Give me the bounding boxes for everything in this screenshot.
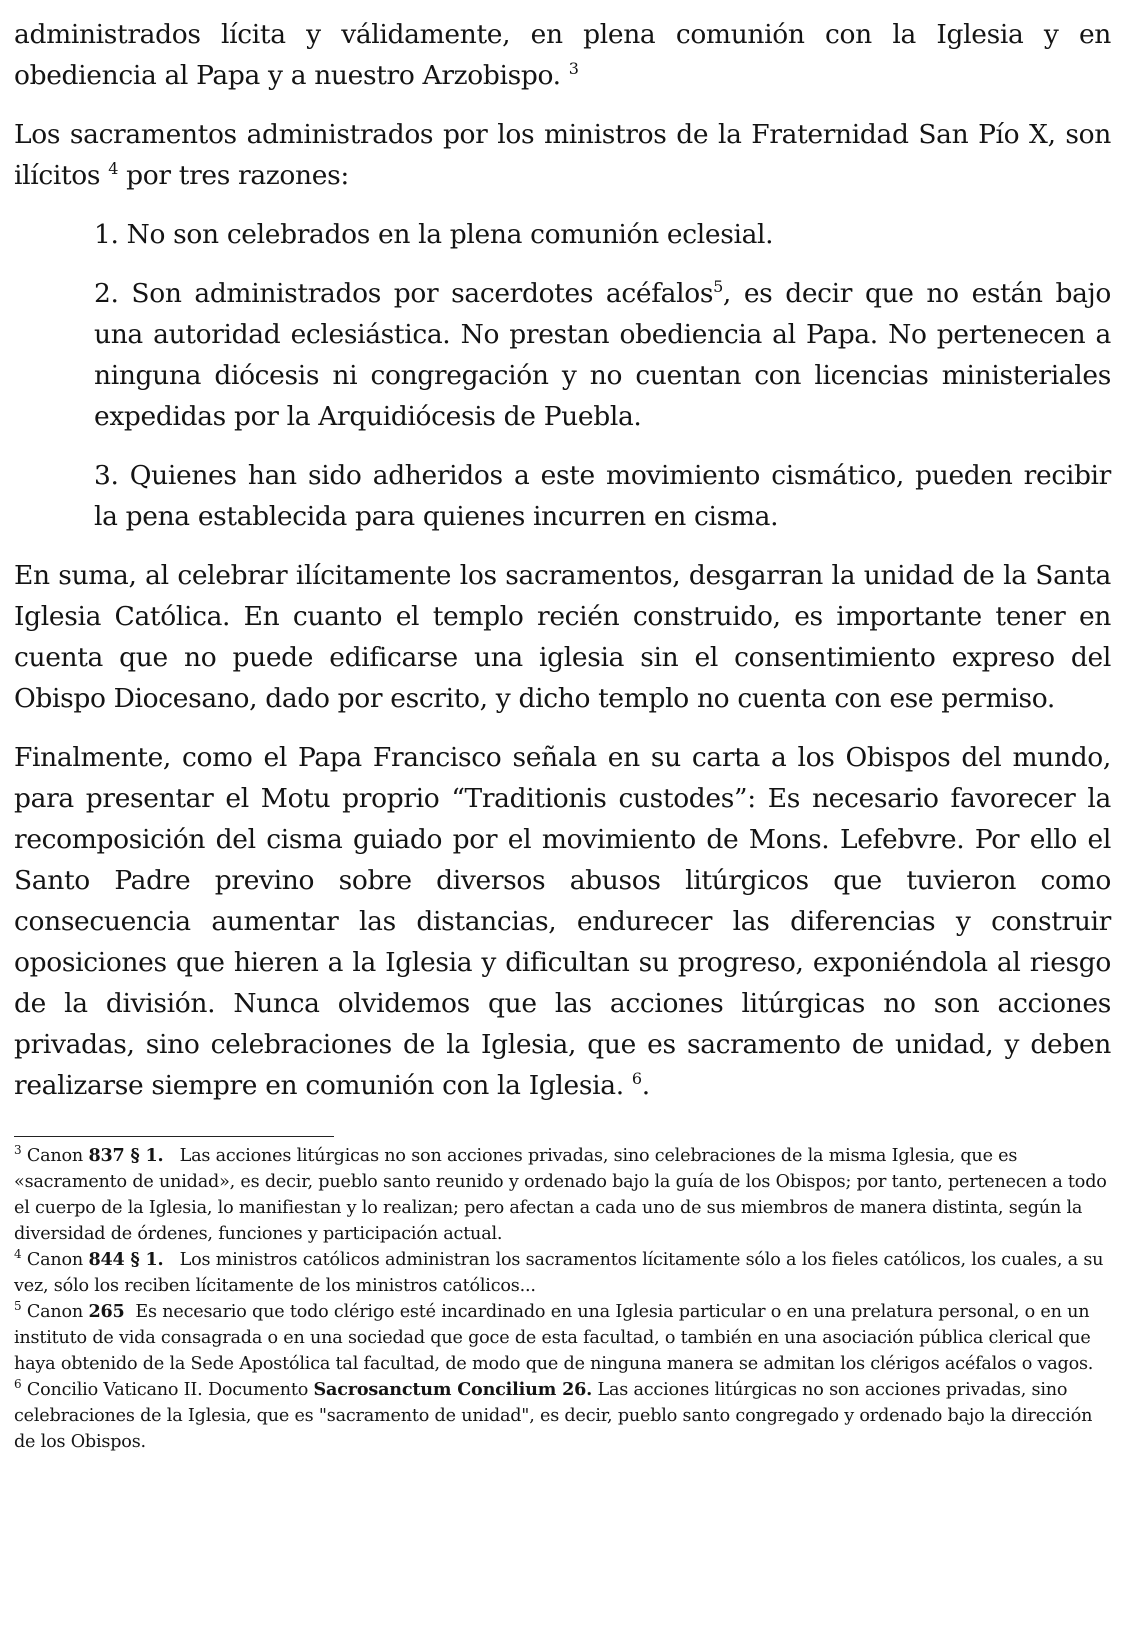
footnote-prefix: Canon (26, 1250, 84, 1270)
footnote-number: 3 (14, 1143, 22, 1158)
footnote-text: Las acciones litúrgicas no son acciones privadas, sino celebraciones de la Iglesia, que es "sacramento de unidad", es decir, pueblo santo congregado y ordenado bajo la dirección de los Obispos. (14, 1380, 1093, 1452)
paragraph-2 (14, 114, 1111, 196)
list-item-2-text-a: 2. Son administrados por sacerdotes acéfalos (94, 278, 714, 309)
footnote-prefix: Canon (26, 1146, 84, 1166)
footnote-3 (14, 1143, 1111, 1247)
paragraph-4 (14, 737, 1111, 1106)
footnote-divider (14, 1136, 334, 1137)
footnote-ref-4[interactable]: 4 (108, 159, 119, 179)
footnote-text: Las acciones litúrgicas no son acciones privadas, sino celebraciones de la misma Iglesia, que es «sacramento de unidad», es decir, pueblo santo reunido y ordenado bajo la guía de los Obispos; por tanto, pertenecen a todo el cuerpo de la Iglesia, lo manifiestan y lo realizan; pero afectan a cada uno de sus miembros de manera distinta, según la diversidad de órdenes, funciones y participación actual. (14, 1146, 1107, 1244)
footnote-prefix: Canon (26, 1302, 84, 1322)
footnote-number: 4 (14, 1247, 22, 1262)
list-item-2 (94, 273, 1111, 437)
paragraph-3: En suma, al celebrar ilícitamente los sacramentos, desgarran la unidad de la Santa Iglesia Católica. En cuanto el templo recién construido, es importante tener en cuenta que no puede edificarse una iglesia sin el consentimiento expreso del Obispo Diocesano, dado por escrito, y dicho templo no cuenta con ese permiso. (14, 560, 1111, 714)
footnote-ref-6[interactable]: 6 (631, 1069, 642, 1089)
list-item-2-text-b: , es decir que no están bajo una autoridad eclesiástica. No prestan obediencia al Papa. No pertenecen a ninguna diócesis ni congregación y no cuentan con licencias ministeriales expedidas por la Arquidiócesis de Puebla. (94, 278, 1111, 432)
footnote-reference: 265 (88, 1301, 125, 1322)
footnote-text: Los ministros católicos administran los sacramentos lícitamente sólo a los fieles católicos, los cuales, a su vez, sólo los reciben lícitamente de los ministros católicos... (14, 1250, 1104, 1296)
footnote-ref-5[interactable]: 5 (713, 277, 723, 297)
footnotes (14, 1143, 1111, 1455)
footnote-text: Es necesario que todo clérigo esté incardinado en una Iglesia particular o en una prelatura personal, o en un instituto de vida consagrada o en una sociedad que goce de esta facultad, o también en una asociación pública clerical que haya obtenido de la Sede Apostólica tal facultad, de modo que de ninguna manera se admitan los clérigos acéfalos o vagos. (14, 1302, 1094, 1374)
footnote-number: 5 (14, 1299, 22, 1314)
list-item-3: 3. Quienes han sido adheridos a este movimiento cismático, pueden recibir la pena establecida para quienes incurren en cisma. (94, 460, 1111, 532)
paragraph-4-end: . (641, 1070, 650, 1101)
footnote-reference: 837 § 1. (88, 1145, 164, 1166)
footnote-number: 6 (14, 1377, 22, 1392)
footnote-prefix: Concilio Vaticano II. Documento (26, 1380, 309, 1400)
footnote-ref-3[interactable]: 3 (568, 59, 579, 79)
footnote-5 (14, 1299, 1111, 1377)
paragraph-4-text: Finalmente, como el Papa Francisco señala en su carta a los Obispos del mundo, para presentar el Motu proprio “Traditionis custodes”: Es necesario favorecer la recomposición del cisma guiado por el movimiento de Mons. Lefebvre. Por ello el Santo Padre previno sobre diversos abusos litúrgicos que tuvieron como consecuencia aumentar las distancias, endurecer las diferencias y construir oposiciones que hieren a la Iglesia y dificultan su progreso, exponiéndola al riesgo de la división. Nunca olvidemos que las acciones litúrgicas no son acciones privadas, sino celebraciones de la Iglesia, que es sacramento de unidad, y deben realizarse siempre en comunión con la Iglesia. (14, 742, 1111, 1101)
paragraph-1-text: administrados lícita y válidamente, en plena comunión con la Iglesia y en obediencia al Papa y a nuestro Arzobispo. (14, 19, 1111, 91)
paragraph-2-text-a: Los sacramentos administrados por los ministros de la Fraternidad San Pío X, son ilícitos (14, 119, 1111, 191)
footnote-reference: Sacrosanctum Concilium 26. (313, 1379, 593, 1400)
footnote-reference: 844 § 1. (88, 1249, 164, 1270)
paragraph-1 (14, 14, 1111, 96)
paragraph-2-text-b: por tres razones: (126, 160, 349, 191)
main-text (14, 14, 1111, 1106)
list-item-1: 1. No son celebrados en la plena comunión eclesial. (94, 219, 774, 250)
footnote-4 (14, 1247, 1111, 1299)
footnote-6 (14, 1377, 1111, 1455)
